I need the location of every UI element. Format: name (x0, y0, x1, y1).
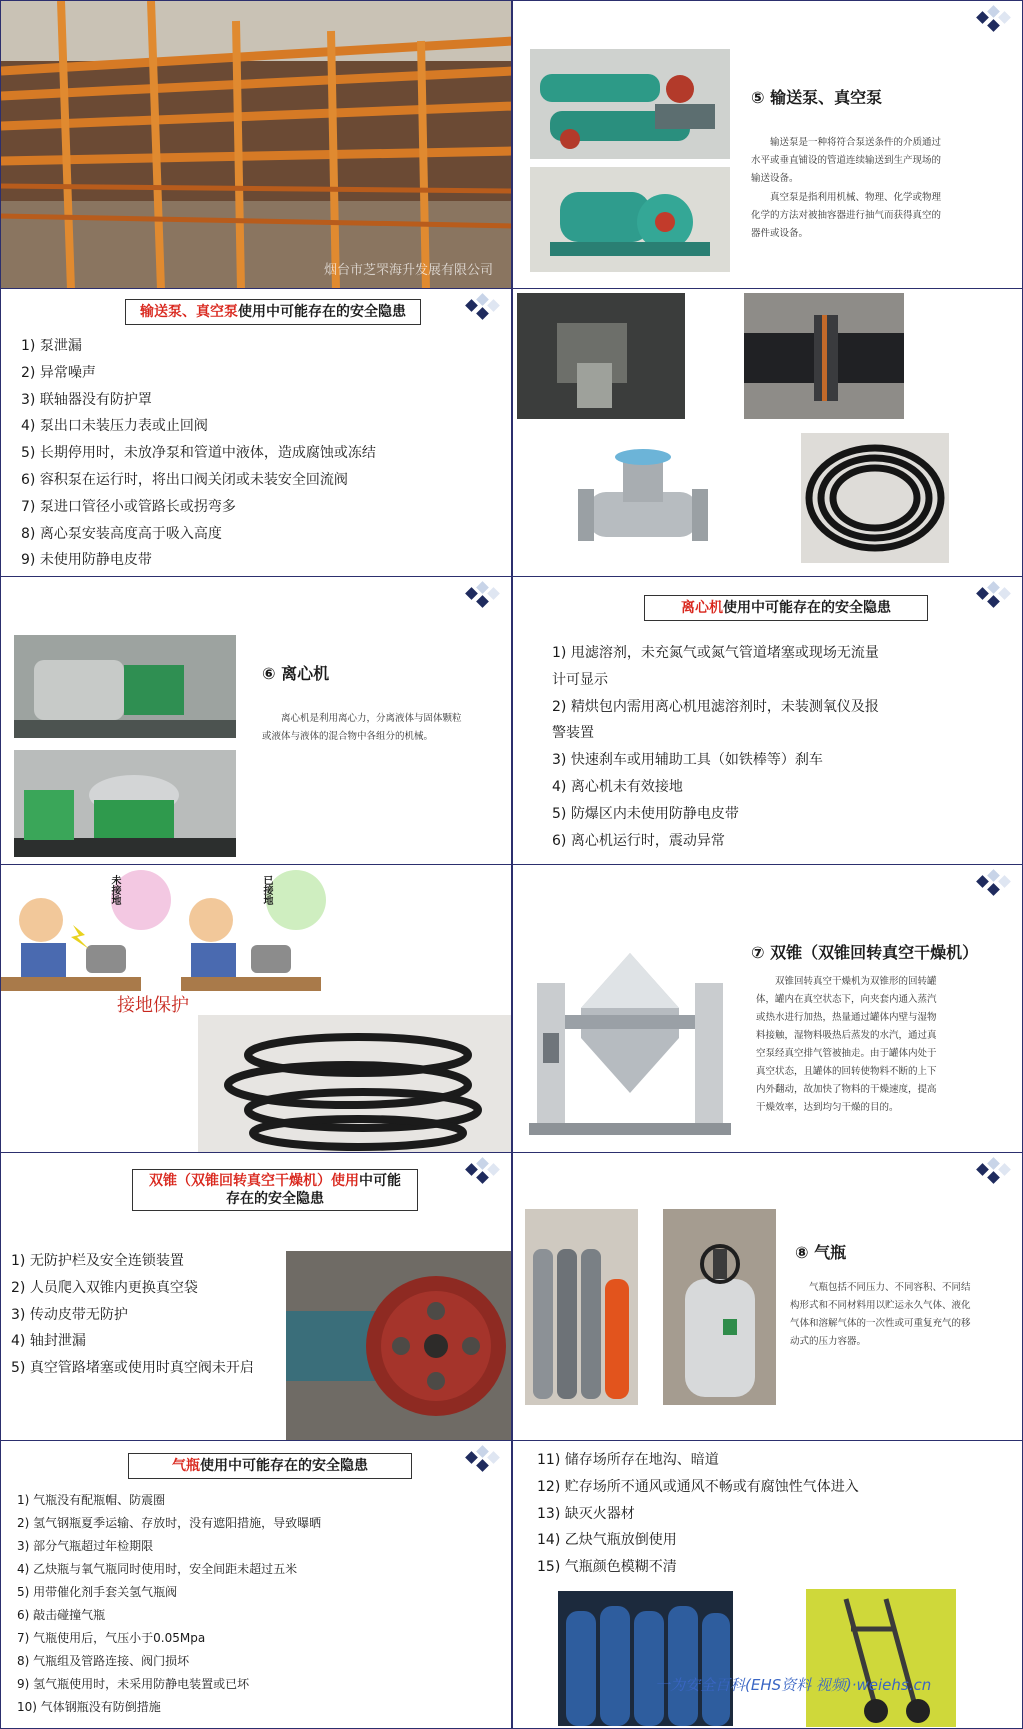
list-item: 3) 传动皮带无防护 (11, 1306, 128, 1323)
list-item: 5) 用带催化剂手套关氢气瓶阀 (17, 1585, 178, 1599)
decor-dots (467, 1447, 501, 1473)
decor-dots (467, 1159, 501, 1185)
delivery-pump-photo (530, 49, 730, 159)
photo-caption: 烟台市芝罘海升发展有限公司 (323, 263, 493, 278)
centrifuge-photo-2 (14, 750, 236, 857)
slide-centrifuge-hazards (512, 576, 1023, 865)
list-item: 4) 轴封泄漏 (11, 1333, 86, 1350)
title-rest: 中可能 (359, 1173, 401, 1189)
centrifuge-description: 离心机是利用离心力，分离液体与固体颗粒或液体与液体的混合物中各组分的机械。 (262, 713, 462, 742)
list-item: 6) 敲击碰撞气瓶 (17, 1608, 106, 1622)
sign-not-grounded: 未接地 (109, 875, 120, 905)
pumps-heading: ⑤ 输送泵、真空泵 (751, 88, 883, 107)
list-item: 4) 离心机未有效接地 (552, 778, 683, 795)
cylinder-description: 气瓶包括不同压力、不同容积、不同结构形式和不同材料用以贮运永久气体、液化气体和溶解气体的一次性或可重复充气的移动式的压力容器。 (790, 1282, 971, 1347)
cylinders-rack-photo (525, 1209, 638, 1405)
title-rest: 使用中可能存在的安全隐患 (723, 600, 891, 616)
list-item: 9) 氢气瓶使用时，未采用防静电装置或已坏 (17, 1677, 250, 1691)
slide-dryer-intro (512, 864, 1023, 1153)
vacuum-pump-description: 真空泵是指利用机械、物理、化学或物理化学的方法对被抽容器进行抽气而获得真空的器件或设备。 (751, 192, 942, 239)
list-item: 计可显示 (552, 671, 608, 688)
slide-grounding (0, 864, 512, 1153)
list-item: 5) 长期停用时，未放净泵和管道中液体，造成腐蚀或冻结 (21, 445, 376, 462)
slide-centrifuge-intro (0, 576, 512, 865)
centrifuge-heading: ⑥ 离心机 (262, 664, 330, 683)
decor-dots (978, 7, 1012, 33)
slide-pipes-photo (0, 0, 512, 289)
pump-hazards-list (21, 333, 376, 574)
coupling-photo (744, 293, 904, 419)
list-item: 1) 甩滤溶剂，未充氮气或氮气管道堵塞或现场无流量 (552, 645, 879, 661)
single-cylinder-photo (663, 1209, 776, 1405)
list-item: 4) 乙炔瓶与氧气瓶同时使用时，安全间距未超过五米 (17, 1562, 298, 1576)
cylinder-trolley-photo (806, 1589, 956, 1727)
list-item: 1) 气瓶没有配瓶帽、防震圈 (17, 1493, 166, 1507)
decor-dots (978, 871, 1012, 897)
cylinder-hazards-title (128, 1453, 412, 1479)
list-item: 12) 贮存场所不通风或通风不畅或有腐蚀性气体进入 (537, 1478, 859, 1495)
slide-component-photos (512, 288, 1023, 577)
list-item: 5) 真空管路堵塞或使用时真空阀未开启 (11, 1360, 254, 1377)
dryer-description: 双锥回转真空干燥机为双锥形的回转罐体，罐内在真空状态下，向夹套内通入蒸汽或热水进行加热，热量通过罐体内壁与湿物料接触，湿物料吸热后蒸发的水汽，通过真空泵经真空排气管被抽走。由于罐体内处于真空状态，且罐体的回转使物料不断的上下内外翻动，故加快了物料的干燥速度，提高干燥效率，达到均匀干燥的目的。 (756, 976, 937, 1113)
list-item: 6) 容积泵在运行时，将出口阀关闭或未装安全回流阀 (21, 471, 348, 488)
list-item: 1) 泵泄漏 (21, 338, 82, 354)
list-item: 5) 防爆区内未使用防静电皮带 (552, 805, 739, 822)
list-item: 7) 泵进口管径小或管路长或拐弯多 (21, 498, 236, 515)
title-highlight: 离心机 (681, 600, 723, 616)
vacuum-pump-photo (530, 167, 730, 272)
list-item: 4) 泵出口未装压力表或止回阀 (21, 418, 208, 435)
title-rest: 使用中可能存在的安全隐患 (200, 1458, 368, 1474)
list-item: 3) 快速刹车或用辅助工具（如铁棒等）刹车 (552, 752, 823, 769)
list-item: 2) 精烘包内需用离心机甩滤溶剂时，未装测氧仪及报 (552, 698, 879, 715)
drive-pulley-photo (286, 1251, 512, 1441)
list-item: 8) 气瓶组及管路连接、阀门损坏 (17, 1654, 190, 1668)
slide-cylinder-hazards-cont (512, 1440, 1023, 1729)
v-belt-photo (801, 433, 949, 563)
list-item: 7) 气瓶使用后，气压小于0.05Mpa (17, 1631, 206, 1645)
list-item: 9) 未使用防静电皮带 (21, 552, 152, 569)
slide-dryer-hazards (0, 1152, 512, 1441)
cylinder-heading: ⑧ 气瓶 (795, 1243, 847, 1262)
title-rest: 使用中可能存在的安全隐患 (238, 304, 406, 320)
title-line-2: 存在的安全隐患 (226, 1191, 324, 1207)
footer-watermark: 一为安全百科(EHS资料 视频)·weiehs.cn (655, 1676, 932, 1694)
delivery-pump-description: 输送泵是一种将符合泵送条件的介质通过水平或垂直铺设的管道连续输送到生产现场的输送设备。 (751, 137, 942, 184)
title-highlight: 气瓶 (172, 1458, 200, 1474)
centrifuge-photo-1 (14, 635, 236, 738)
dryer-heading: ⑦ 双锥（双锥回转真空干燥机） (751, 943, 979, 962)
double-cone-dryer-photo (529, 933, 731, 1135)
blue-cylinders-photo (558, 1591, 733, 1726)
grounding-label: 接地保护 (117, 995, 189, 1016)
decor-dots (978, 583, 1012, 609)
dryer-hazards-list (11, 1248, 254, 1382)
centrifuge-hazards-list (552, 640, 879, 854)
list-item: 15) 气瓶颜色模糊不清 (537, 1559, 677, 1576)
slide-pumps-intro (512, 0, 1023, 289)
title-highlight: 输送泵、真空泵 (140, 304, 238, 320)
list-item: 11) 储存场所存在地沟、暗道 (537, 1452, 719, 1468)
cylinder-hazards-list (17, 1489, 321, 1719)
centrifuge-hazards-title (644, 595, 928, 621)
slide-cylinder-hazards (0, 1440, 512, 1729)
pipes-photo (1, 1, 512, 289)
list-item: 2) 氢气钢瓶夏季运输、存放时，没有遮阳措施，导致曝晒 (17, 1516, 322, 1530)
list-item: 10) 气体钢瓶没有防倒措施 (17, 1700, 161, 1714)
decor-dots (467, 295, 501, 321)
list-item: 6) 离心机运行时，震动异常 (552, 832, 725, 849)
list-item: 8) 离心泵安装高度高于吸入高度 (21, 525, 222, 542)
check-valve-photo (568, 437, 718, 562)
title-highlight: 双锥（双锥回转真空干燥机）使用 (149, 1173, 359, 1189)
cylinder-hazards-list-cont (537, 1447, 859, 1581)
antistatic-belt-photo (198, 1015, 512, 1152)
list-item: 2) 异常噪声 (21, 364, 96, 381)
decor-dots (467, 583, 501, 609)
pump-leak-photo (517, 293, 685, 419)
slide-cylinder-intro (512, 1152, 1023, 1441)
dryer-hazards-title (132, 1169, 418, 1211)
list-item: 1) 无防护栏及安全连锁装置 (11, 1253, 184, 1269)
decor-dots (978, 1159, 1012, 1185)
list-item: 14) 乙炔气瓶放倒使用 (537, 1532, 677, 1549)
slide-pump-hazards (0, 288, 512, 577)
list-item: 2) 人员爬入双锥内更换真空袋 (11, 1279, 198, 1296)
list-item: 3) 联轴器没有防护罩 (21, 391, 152, 408)
list-item: 3) 部分气瓶超过年检期限 (17, 1539, 154, 1553)
sign-grounded: 已接地 (261, 875, 272, 905)
list-item: 13) 缺灭火器材 (537, 1505, 635, 1522)
pump-hazards-title (125, 299, 421, 325)
list-item: 警装置 (552, 725, 594, 742)
